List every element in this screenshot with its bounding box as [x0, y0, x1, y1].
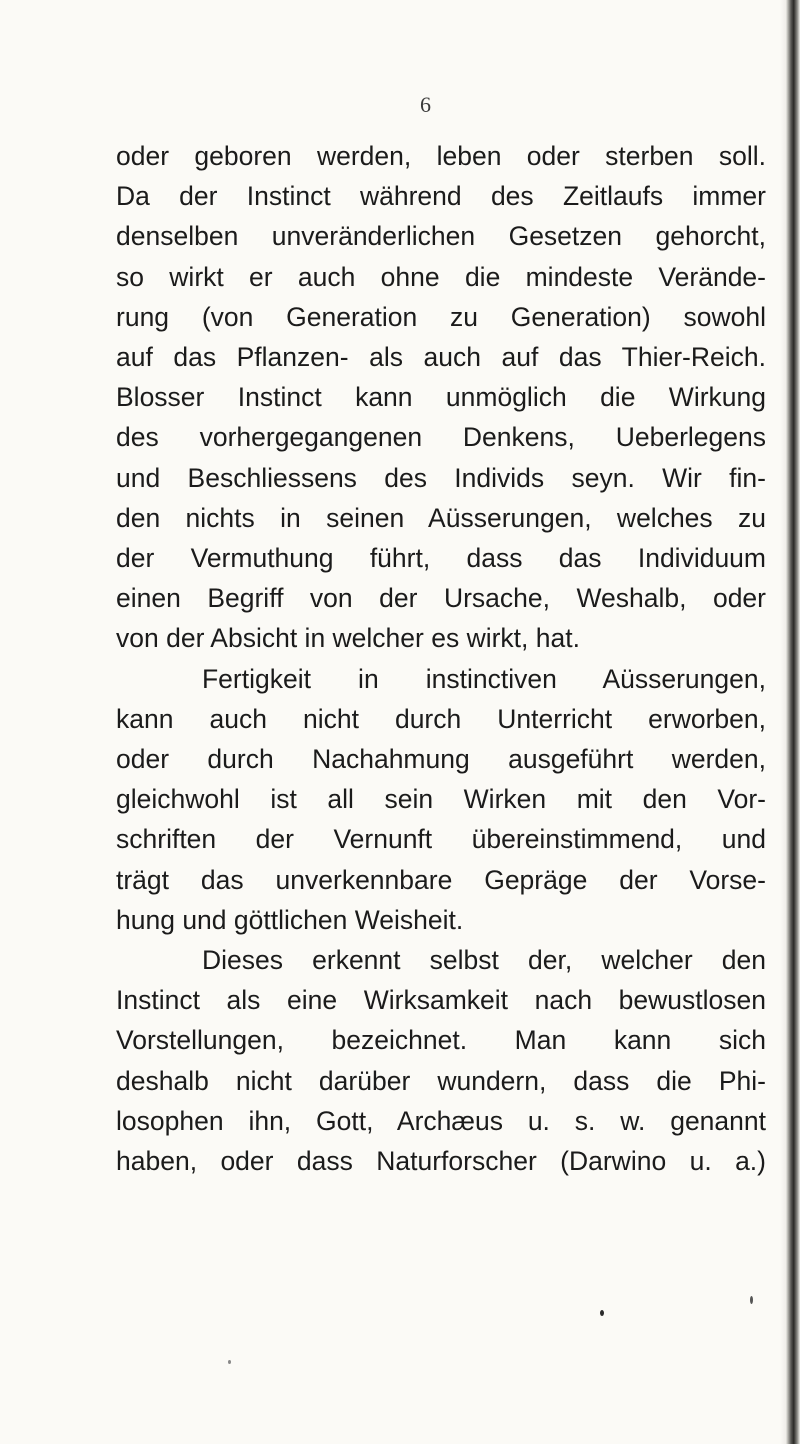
text-line: trägt das unverkennbare Gepräge der Vorse- [116, 864, 766, 895]
text-line: von der Absicht in welcher es wirkt, hat. [116, 623, 580, 654]
text-line: deshalb nicht darüber wundern, dass die Phi- [116, 1065, 766, 1096]
paper-speck [750, 1296, 753, 1304]
text-line: Dieses erkennt selbst der, welcher den [202, 945, 766, 976]
text-line: auf das Pflanzen- als auch auf das Thier-Reich. [116, 342, 766, 373]
text-line: kann auch nicht durch Unterricht erworben, [116, 703, 766, 734]
text-line: Vorstellungen, bezeichnet. Man kann sich [116, 1025, 766, 1056]
text-line: Blosser Instinct kann unmöglich die Wirkung [116, 382, 766, 413]
text-line: rung (von Generation zu Generation) sowohl [116, 301, 766, 332]
text-line: hung und göttlichen Weisheit. [116, 904, 464, 935]
text-line: haben, oder dass Naturforscher (Darwino u. a.) [116, 1146, 766, 1177]
text-line: oder durch Nachahmung ausgeführt werden, [116, 744, 766, 775]
text-line: einen Begriff von der Ursache, Weshalb, oder [116, 583, 766, 614]
text-line: losophen ihn, Gott, Archæus u. s. w. genannt [116, 1105, 766, 1136]
text-line: Instinct als eine Wirksamkeit nach bewustlosen [116, 985, 766, 1016]
text-line: denselben unveränderlichen Gesetzen gehorcht, [116, 221, 766, 252]
text-line: gleichwohl ist all sein Wirken mit den Vor- [116, 784, 766, 815]
text-line: der Vermuthung führt, dass das Individuum [116, 543, 766, 574]
text-line: den nichts in seinen Aüsserungen, welches zu [116, 502, 766, 533]
text-line: oder geboren werden, leben oder sterben soll. [116, 141, 766, 171]
paper-speck [228, 1360, 231, 1364]
text-line: Fertigkeit in instinctiven Aüsserungen, [202, 663, 766, 694]
text-line: des vorhergegangenen Denkens, Ueberlegens [116, 422, 766, 453]
page-number: 6 [420, 92, 431, 117]
text-line: und Beschliessens des Individs seyn. Wir fin- [116, 462, 766, 493]
text-line: so wirkt er auch ohne die mindeste Verände- [116, 261, 766, 292]
paper-speck [600, 1310, 604, 1316]
page-edge [786, 0, 800, 1444]
body-text [116, 136, 766, 1181]
text-line: Da der Instinct während des Zeitlaufs immer [116, 181, 766, 212]
text-line: schriften der Vernunft übereinstimmend, und [116, 824, 766, 855]
